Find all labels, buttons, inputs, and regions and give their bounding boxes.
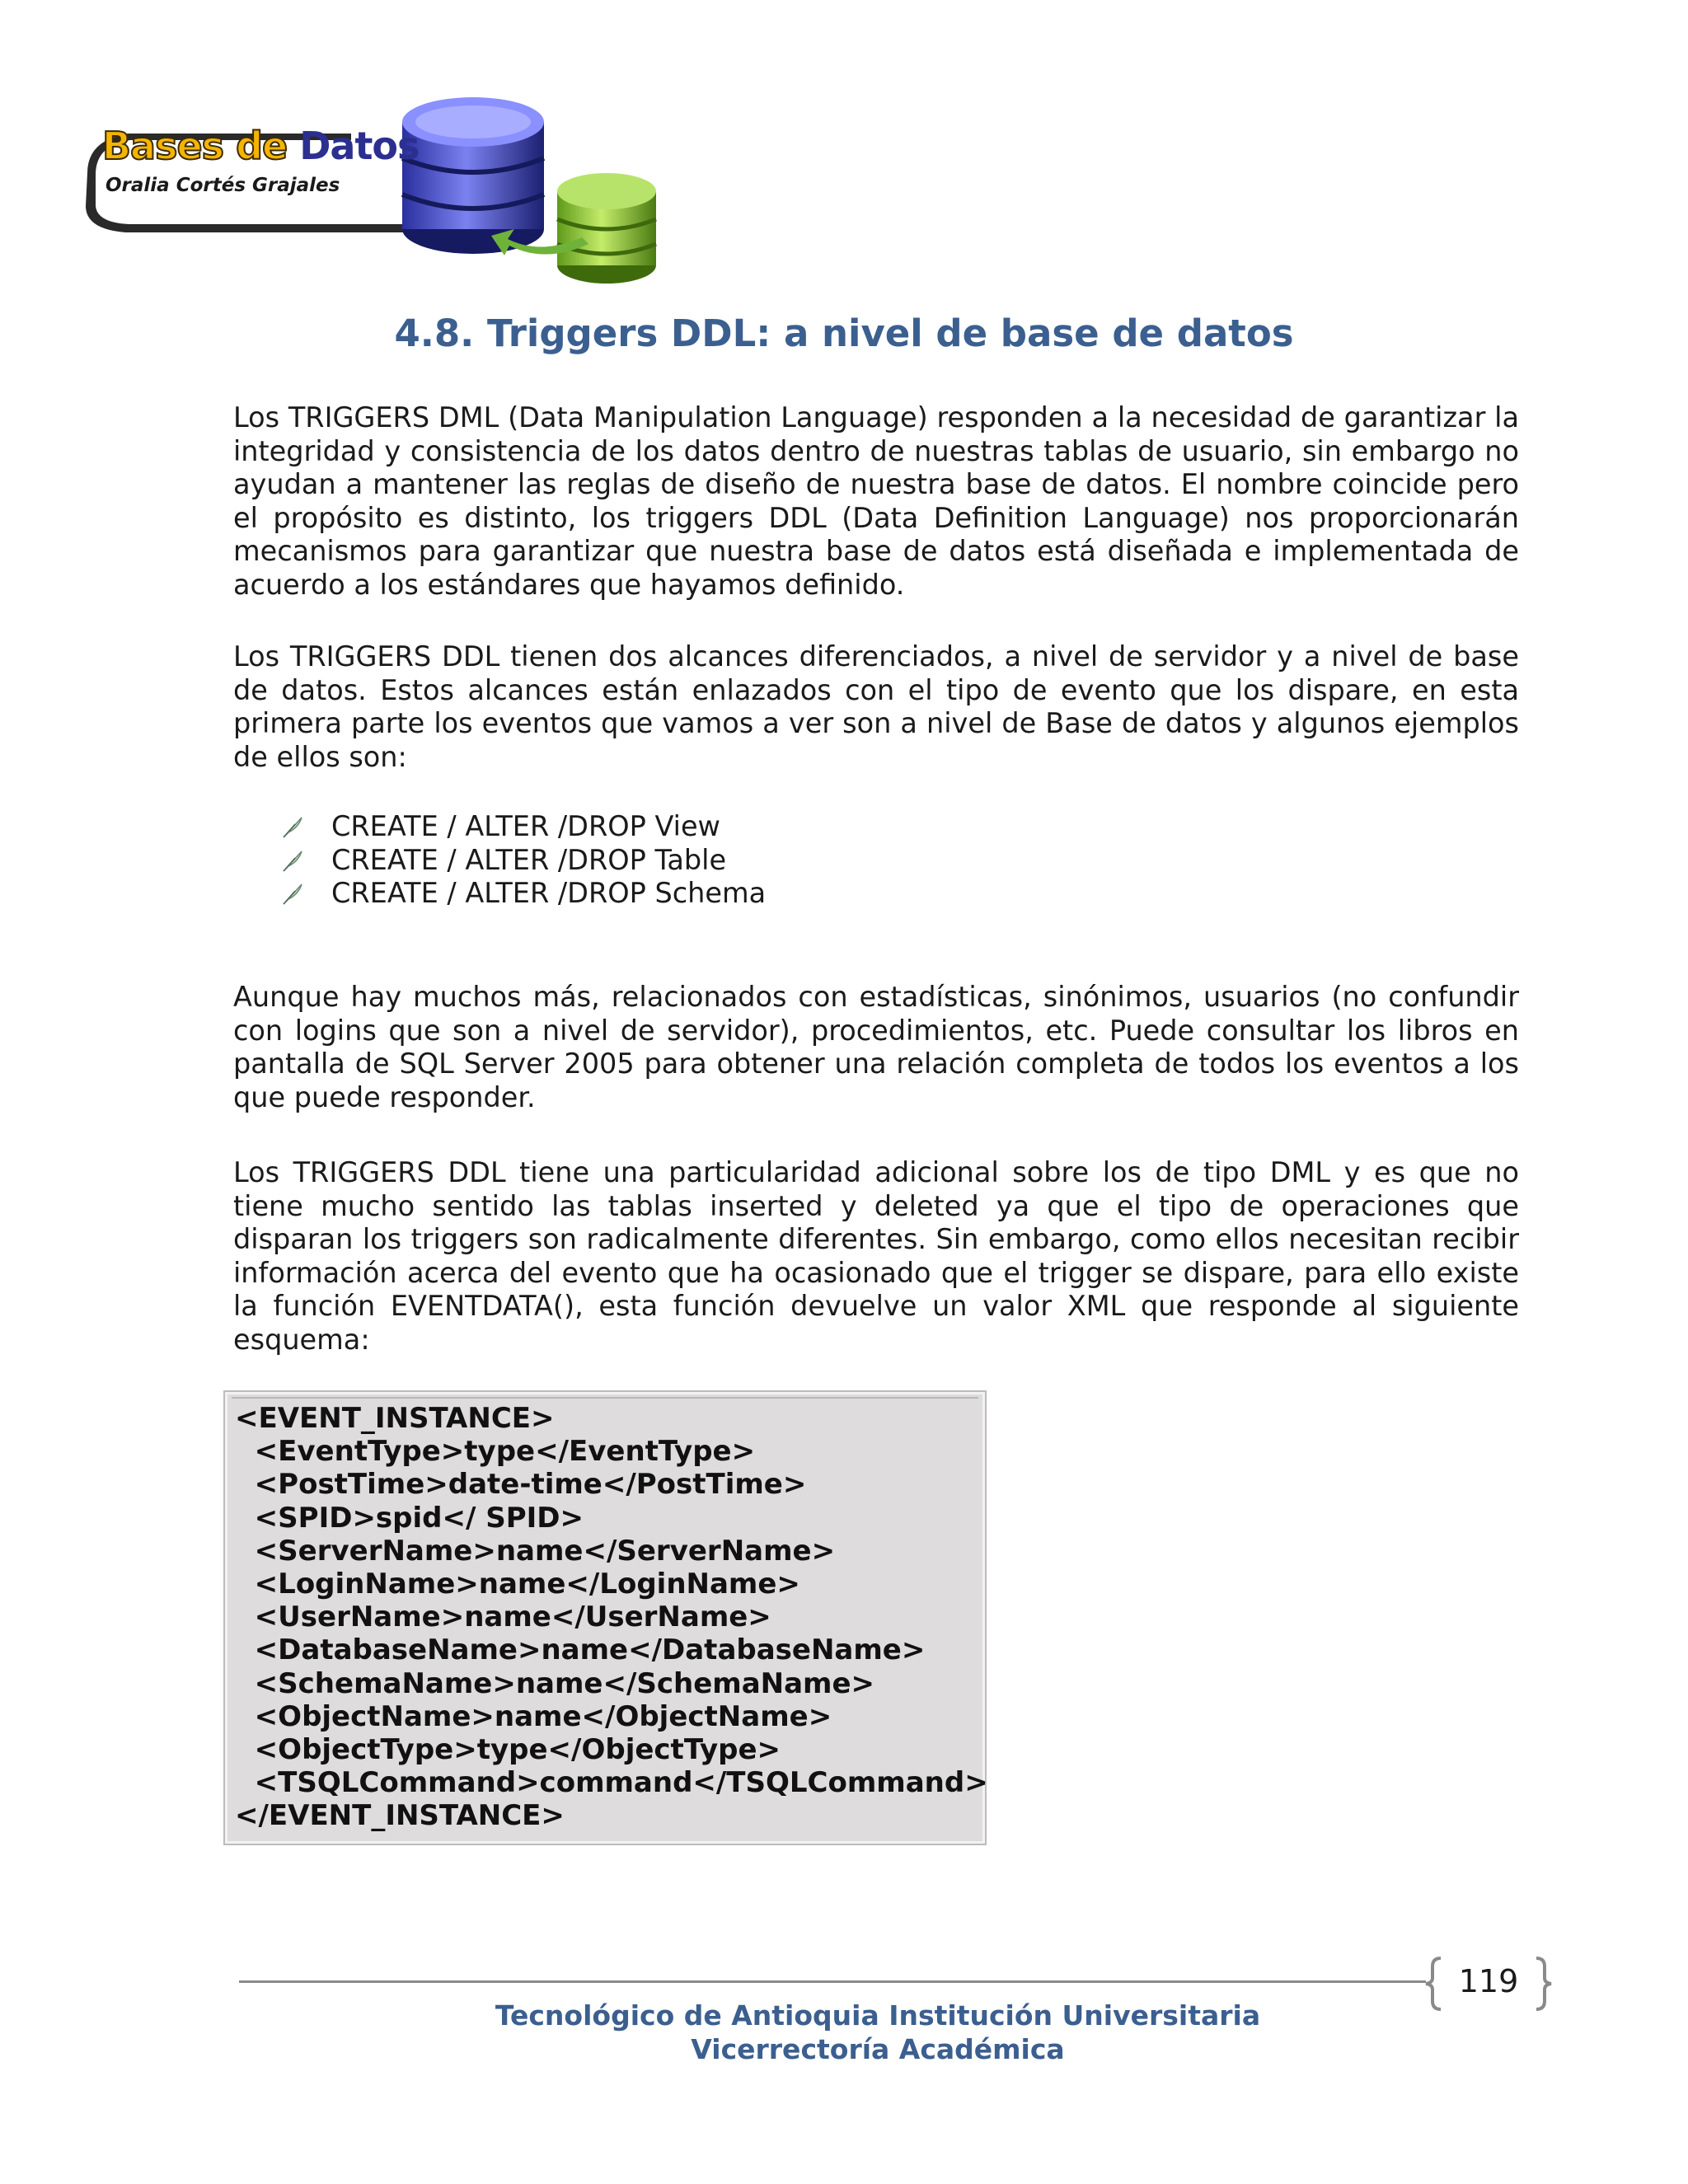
logo-author: Oralia Cortés Grajales <box>106 175 340 196</box>
code-line: </EVENT_INSTANCE> <box>235 1799 565 1833</box>
code-line: <ObjectType>type</ObjectType> <box>235 1732 781 1766</box>
footer-department: Vicerrectoría Académica <box>691 2033 1065 2065</box>
paragraph-4: Los TRIGGERS DDL tiene una particularidad adicional sobre los de tipo DML y es que no tiene mucho sentido las tablas inserted y deleted ya que el tipo de operaciones que disparan los triggers son radicalmente diferentes. Sin embargo, como ellos necesitan recibir información acerca del evento que ha ocasionado que el trigger se dispare, para ello existe la función EVENTDATA(), esta función devuelve un valor XML que responde al siguiente esquema: <box>233 1156 1519 1356</box>
footer-rule <box>239 1980 1426 1983</box>
list-item-label: CREATE / ALTER /DROP Table <box>331 843 727 876</box>
xml-schema-box <box>223 1390 987 1845</box>
code-line: <PostTime>date-time</PostTime> <box>235 1468 807 1502</box>
code-line: <UserName>name</UserName> <box>235 1601 771 1634</box>
code-line: <ServerName>name</ServerName> <box>235 1534 836 1568</box>
paragraph-1: Los TRIGGERS DML (Data Manipulation Language) responden a la necesidad de garantizar la integridad y consistencia de los datos dentro de nuestras tablas de usuario, sin embargo no ayudan a mantener las reglas de diseño de nuestra base de datos. El nombre coincide pero el propósito es distinto, los triggers DDL (Data Definition Language) nos proporcionarán mecanismos para garantizar que nuestra base de datos está diseñada e implementada de acuerdo a los estándares que hayamos definido. <box>233 401 1519 601</box>
list-item-label: CREATE / ALTER /DROP View <box>331 810 720 842</box>
list-item <box>280 877 766 911</box>
code-line: <LoginName>name</LoginName> <box>235 1567 800 1601</box>
quill-bullet-icon <box>280 816 305 839</box>
code-line: <EVENT_INSTANCE> <box>235 1402 555 1435</box>
logo-title-part2: Datos <box>299 124 420 168</box>
code-line: <SPID>spid</ SPID> <box>235 1501 584 1535</box>
paragraph-3: Aunque hay muchos más, relacionados con estadísticas, sinónimos, usuarios (no confundir con logins que son a nivel de servidor), procedimientos, etc. Puede consultar los libros en pantalla de SQL Server 2005 para obtener una relación completa de todos los eventos a los que puede responder. <box>233 981 1519 1113</box>
section-heading: 4.8. Triggers DDL: a nivel de base de datos <box>394 312 1294 355</box>
code-line: <TSQLCommand>command</TSQLCommand> <box>235 1766 988 1800</box>
event-list <box>280 810 766 911</box>
logo-title-part1: Bases de <box>102 124 288 168</box>
list-item <box>280 844 766 878</box>
code-box-rule <box>232 1397 978 1399</box>
list-item-label: CREATE / ALTER /DROP Schema <box>331 877 767 909</box>
code-line: <ObjectName>name</ObjectName> <box>235 1699 832 1733</box>
footer-institution: Tecnológico de Antioquia Institución Universitaria <box>495 1999 1261 2032</box>
quill-bullet-icon <box>280 883 305 906</box>
list-item <box>280 810 766 844</box>
page-number: 119 <box>1458 1963 1519 1999</box>
paragraph-2: Los TRIGGERS DDL tienen dos alcances diferenciados, a nivel de servidor y a nivel de base de datos. Estos alcances están enlazados con el tipo de evento que los dispare, en esta primera parte los eventos que vamos a ver son a nivel de Base de datos y algunos ejemplos de ellos son: <box>233 640 1519 773</box>
quill-bullet-icon <box>280 850 305 873</box>
code-line: <EventType>type</EventType> <box>235 1435 756 1469</box>
code-lines <box>235 1402 988 1832</box>
logo-title <box>102 124 419 168</box>
code-line: <SchemaName>name</SchemaName> <box>235 1666 875 1700</box>
code-line: <DatabaseName>name</DatabaseName> <box>235 1633 926 1667</box>
